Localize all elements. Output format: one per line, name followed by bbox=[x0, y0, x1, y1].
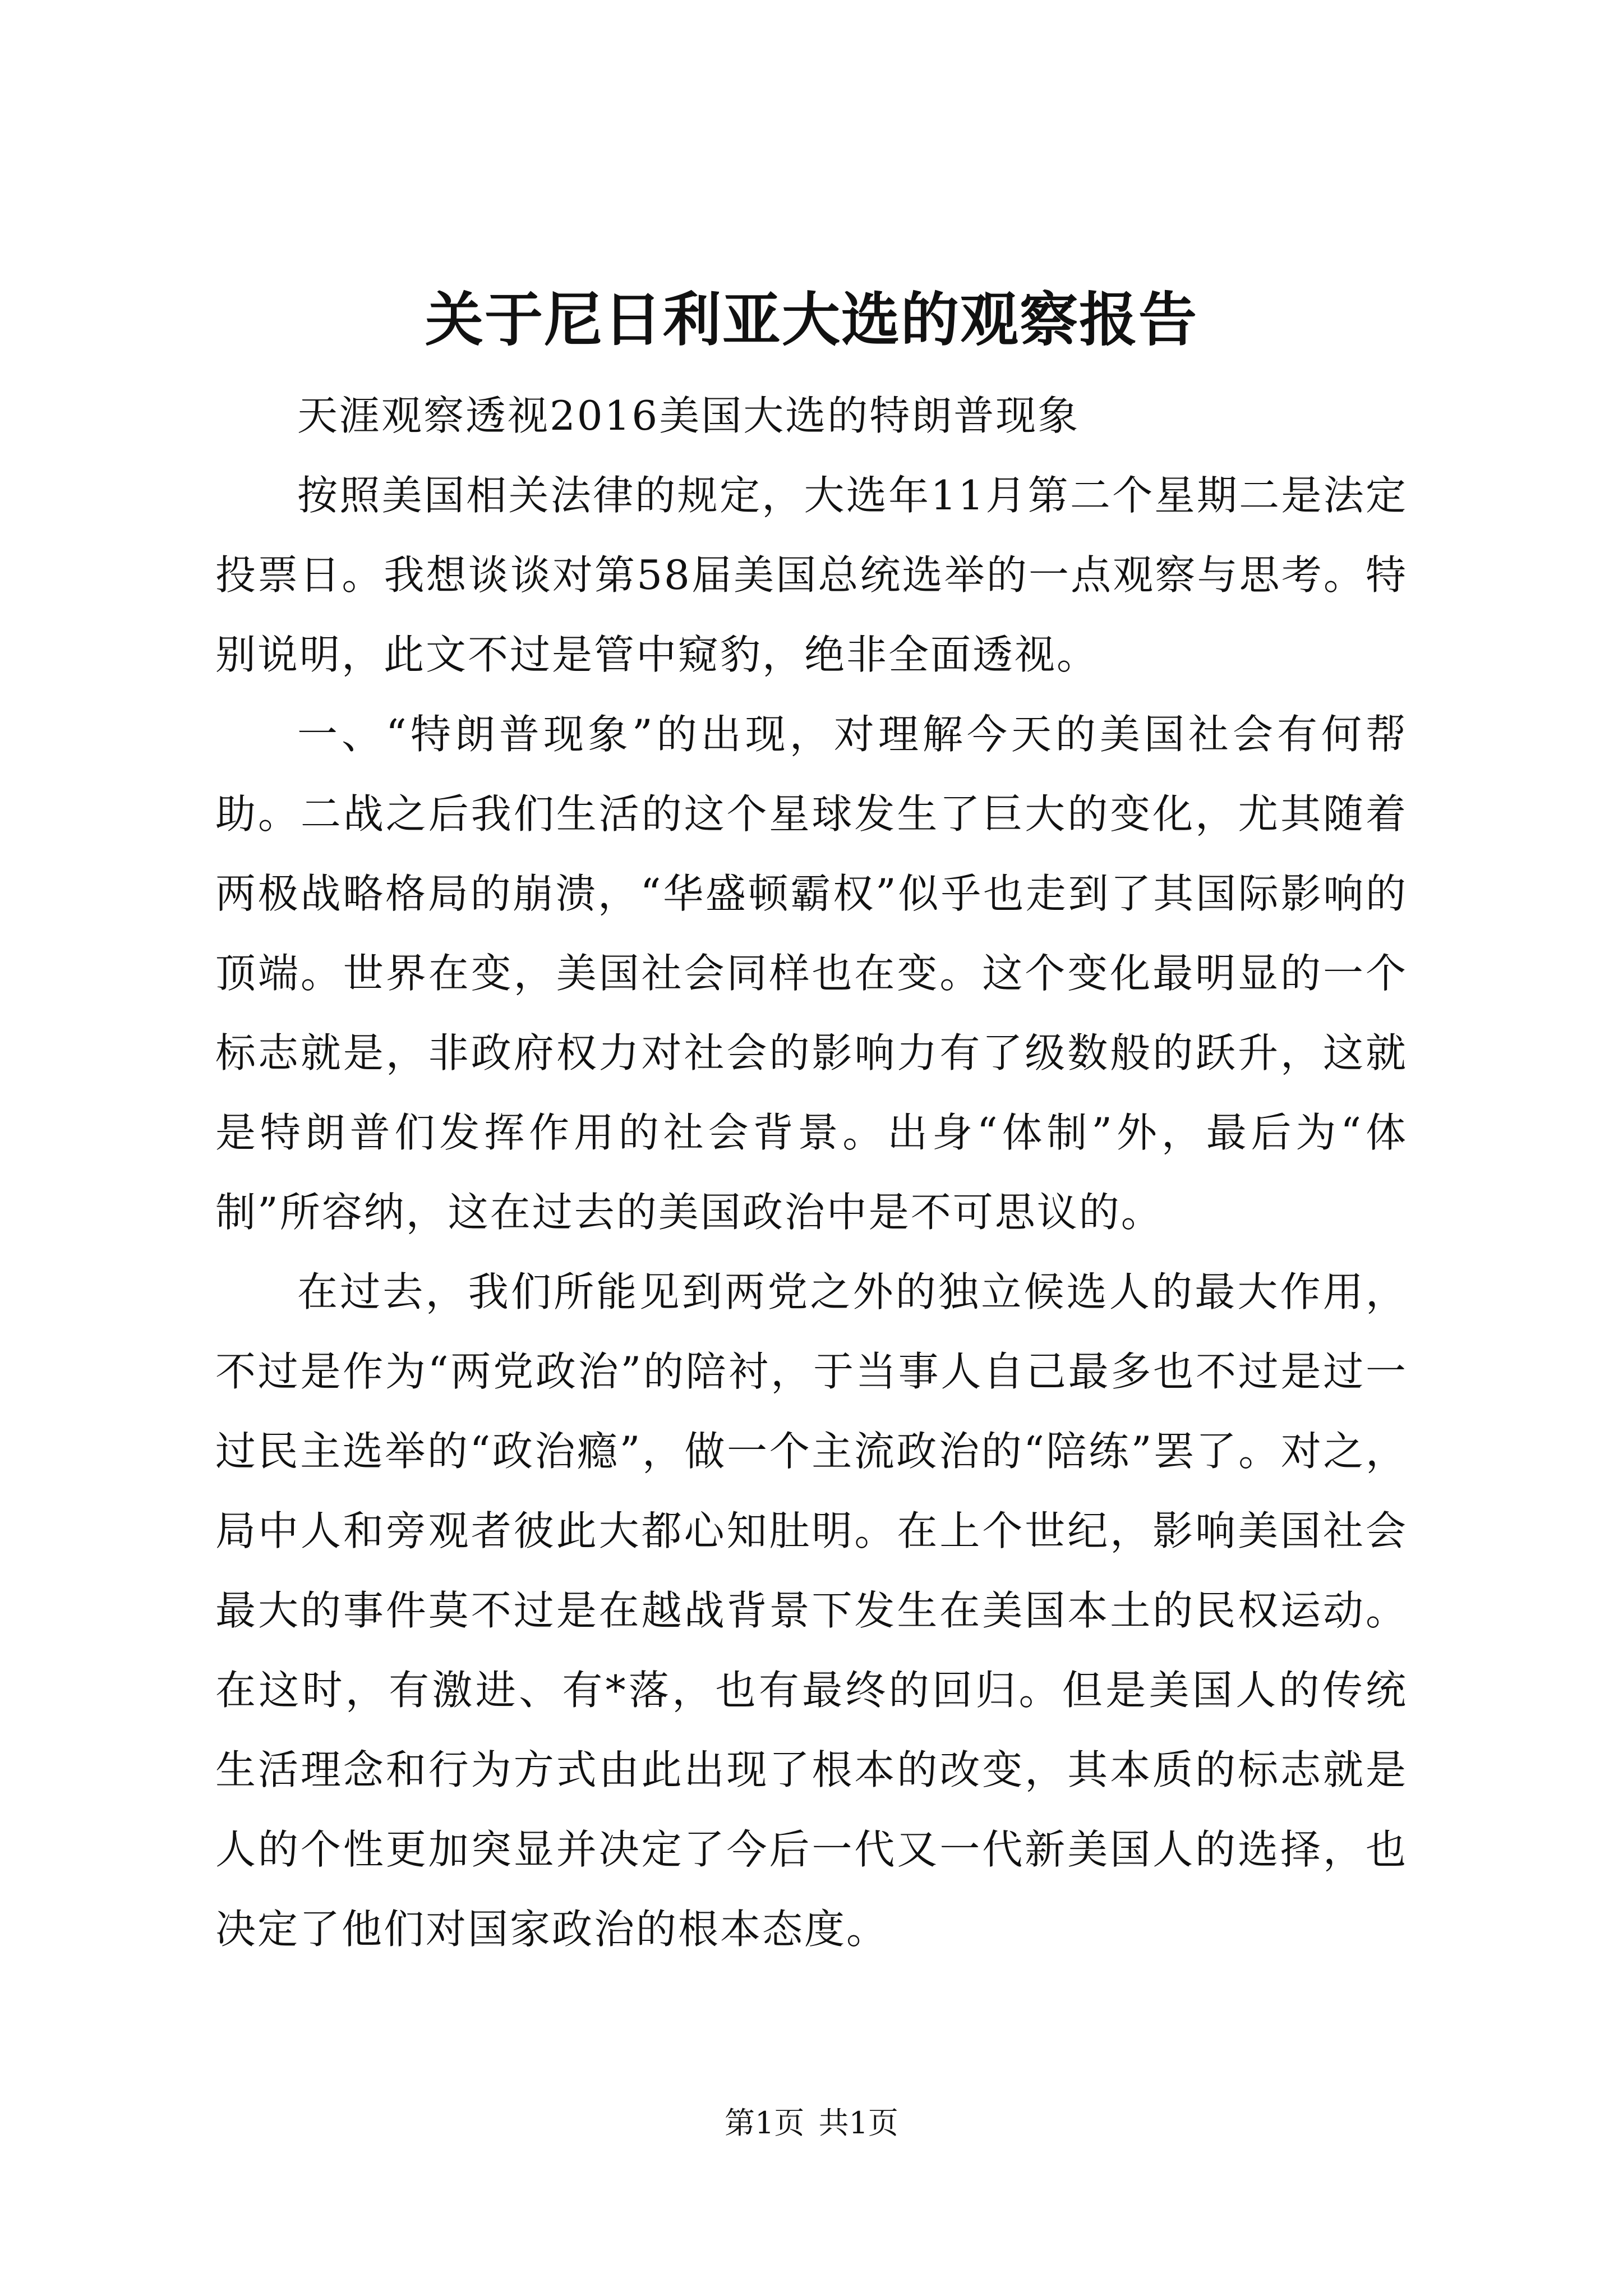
document-body bbox=[215, 376, 1408, 1969]
paragraph-3: 在过去，我们所能见到两党之外的独立候选人的最大作用，不过是作为“两党政治”的陪衬，于当事人自己最多也不过是过一过民主选举的“政治瘾”，做一个主流政治的“陪练”罢了。对之，局中人和旁观者彼此大都心知肚明。在上个世纪，影响美国社会最大的事件莫不过是在越战背景下发生在美国本土的民权运动。在这时，有激进、有*落，也有最终的回归。但是美国人的传统生活理念和行为方式由此出现了根本的改变，其本质的标志就是人的个性更加突显并决定了今后一代又一代新美国人的选择，也决定了他们对国家政治的根本态度。 bbox=[215, 1268, 1408, 1953]
paragraph-subtitle: 天涯观察透视2016美国大选的特朗普现象 bbox=[297, 392, 1080, 439]
page-total: 共1页 bbox=[818, 2105, 898, 2141]
document-title: 关于尼日利亚大选的观察报告 bbox=[425, 285, 1198, 354]
page-number: 第1页 bbox=[725, 2105, 805, 2141]
paragraph-1: 按照美国相关法律的规定，大选年11月第二个星期二是法定投票日。我想谈谈对第58届美国总统选举的一点观察与思考。特别说明，此文不过是管中窥豹，绝非全面透视。 bbox=[215, 472, 1408, 678]
paragraph-2: 一、“特朗普现象”的出现，对理解今天的美国社会有何帮助。二战之后我们生活的这个星球发生了巨大的变化，尤其随着两极战略格局的崩溃，“华盛顿霸权”似乎也走到了其国际影响的顶端。世界在变，美国社会同样也在变。这个变化最明显的一个标志就是，非政府权力对社会的影响力有了级数般的跃升，这就是特朗普们发挥作用的社会背景。出身“体制”外，最后为“体制”所容纳，这在过去的美国政治中是不可思议的。 bbox=[215, 711, 1408, 1236]
page-footer bbox=[0, 2104, 1623, 2143]
